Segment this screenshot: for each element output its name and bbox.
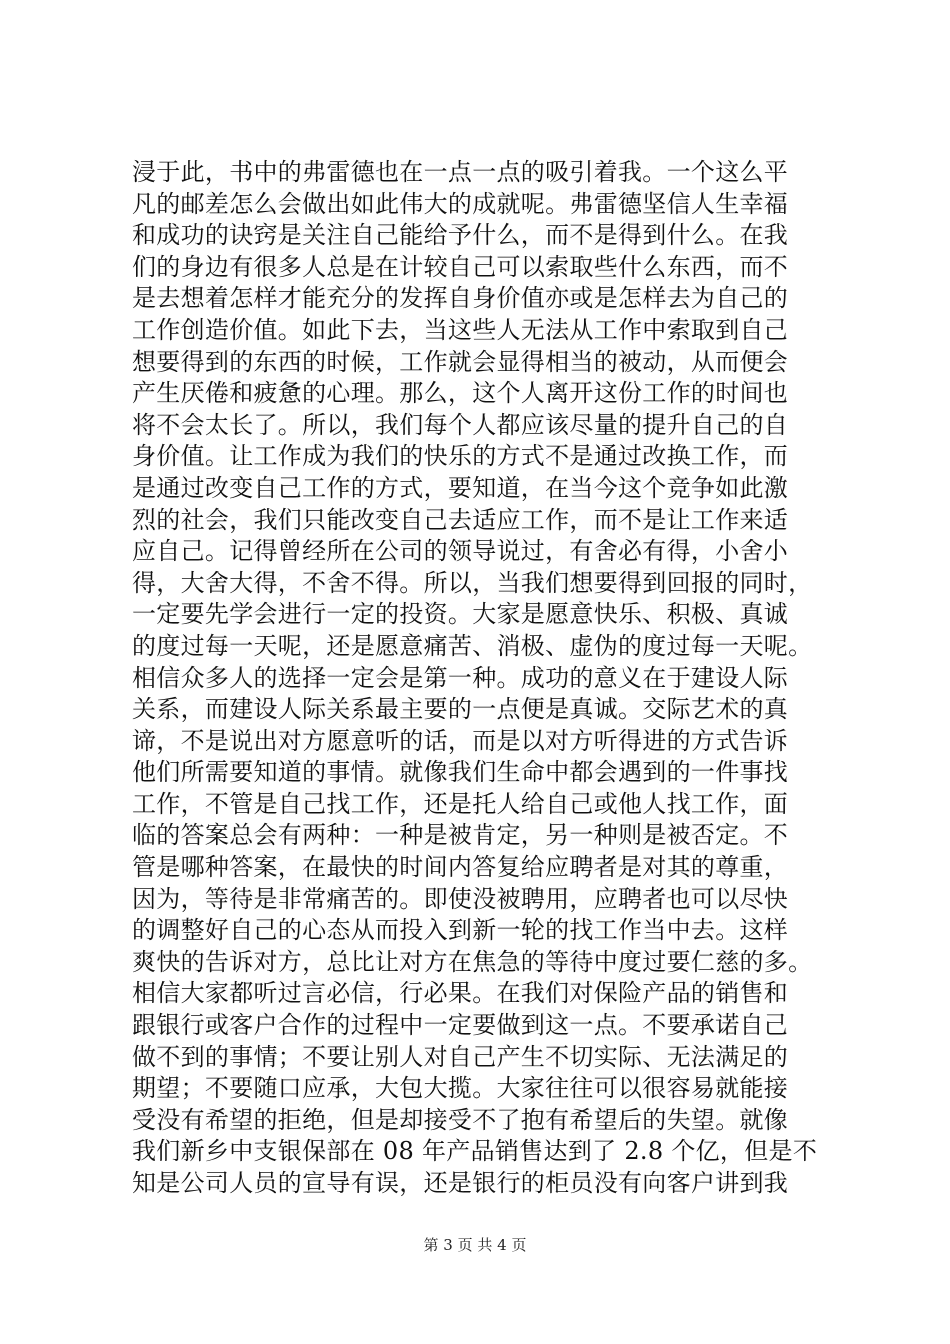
text-line: 将不会太长了。所以，我们每个人都应该尽量的提升自己的自 (132, 410, 789, 439)
text-line: 我们新乡中支银保部在 08 年产品销售达到了 2.8 个亿，但是不 (132, 1137, 818, 1166)
text-line: 谛，不是说出对方愿意听的话，而是以对方听得进的方式告诉 (132, 726, 789, 755)
text-line: 关系，而建设人际关系最主要的一点便是真诚。交际艺术的真 (132, 695, 789, 724)
text-line: 一定要先学会进行一定的投资。大家是愿意快乐、积极、真诚 (132, 600, 789, 629)
text-line: 得，大舍大得，不舍不得。所以，当我们想要得到回报的同时， (132, 568, 813, 597)
text-line: 因为，等待是非常痛苦的。即使没被聘用，应聘者也可以尽快 (132, 884, 789, 913)
text-line: 凡的邮差怎么会做出如此伟大的成就呢。弗雷德坚信人生幸福 (132, 189, 789, 218)
text-line: 烈的社会，我们只能改变自己去适应工作，而不是让工作来适 (132, 505, 789, 534)
text-line: 做不到的事情；不要让别人对自己产生不切实际、无法满足的 (132, 1042, 789, 1071)
text-line: 浸于此，书中的弗雷德也在一点一点的吸引着我。一个这么平 (132, 158, 789, 186)
text-line: 跟银行或客户合作的过程中一定要做到这一点。不要承诺自己 (132, 1011, 789, 1040)
text-line: 爽快的告诉对方，总比让对方在焦急的等待中度过要仁慈的多。 (132, 947, 813, 976)
text-line: 的度过每一天呢，还是愿意痛苦、消极、虚伪的度过每一天呢。 (132, 631, 813, 660)
text-line: 和成功的诀窍是关注自己能给予什么，而不是得到什么。在我 (132, 221, 789, 250)
text-line: 期望；不要随口应承，大包大揽。大家往往可以很容易就能接 (132, 1074, 789, 1103)
text-line: 们的身边有很多人总是在计较自己可以索取些什么东西，而不 (132, 252, 789, 281)
text-line: 产生厌倦和疲惫的心理。那么，这个人离开这份工作的时间也 (132, 379, 789, 408)
text-line: 相信众多人的选择一定会是第一种。成功的意义在于建设人际 (132, 663, 789, 692)
text-line: 他们所需要知道的事情。就像我们生命中都会遇到的一件事找 (132, 758, 789, 787)
text-line: 工作创造价值。如此下去，当这些人无法从工作中索取到自己 (132, 315, 789, 344)
page-footer: 第 3 页 共 4 页 (423, 1236, 527, 1254)
text-line: 工作，不管是自己找工作，还是托人给自己或他人找工作，面 (132, 789, 789, 818)
text-line: 的调整好自己的心态从而投入到新一轮的找工作当中去。这样 (132, 916, 789, 945)
text-line: 想要得到的东西的时候，工作就会显得相当的被动，从而便会 (132, 347, 789, 376)
body-text (132, 157, 822, 1200)
text-line: 受没有希望的拒绝，但是却接受不了抱有希望后的失望。就像 (132, 1105, 789, 1134)
text-line: 临的答案总会有两种：一种是被肯定，另一种则是被否定。不 (132, 821, 789, 850)
text-line: 相信大家都听过言必信，行必果。在我们对保险产品的销售和 (132, 979, 789, 1008)
text-line: 应自己。记得曾经所在公司的领导说过，有舍必有得，小舍小 (132, 537, 789, 566)
text-line: 是去想着怎样才能充分的发挥自身价值亦或是怎样去为自己的 (132, 284, 789, 313)
text-line: 身价值。让工作成为我们的快乐的方式不是通过改换工作，而 (132, 442, 789, 471)
text-line: 管是哪种答案，在最快的时间内答复给应聘者是对其的尊重， (132, 853, 789, 882)
text-line: 知是公司人员的宣导有误，还是银行的柜员没有向客户讲到我 (132, 1169, 789, 1197)
text-line: 是通过改变自己工作的方式，要知道，在当今这个竞争如此激 (132, 473, 789, 502)
